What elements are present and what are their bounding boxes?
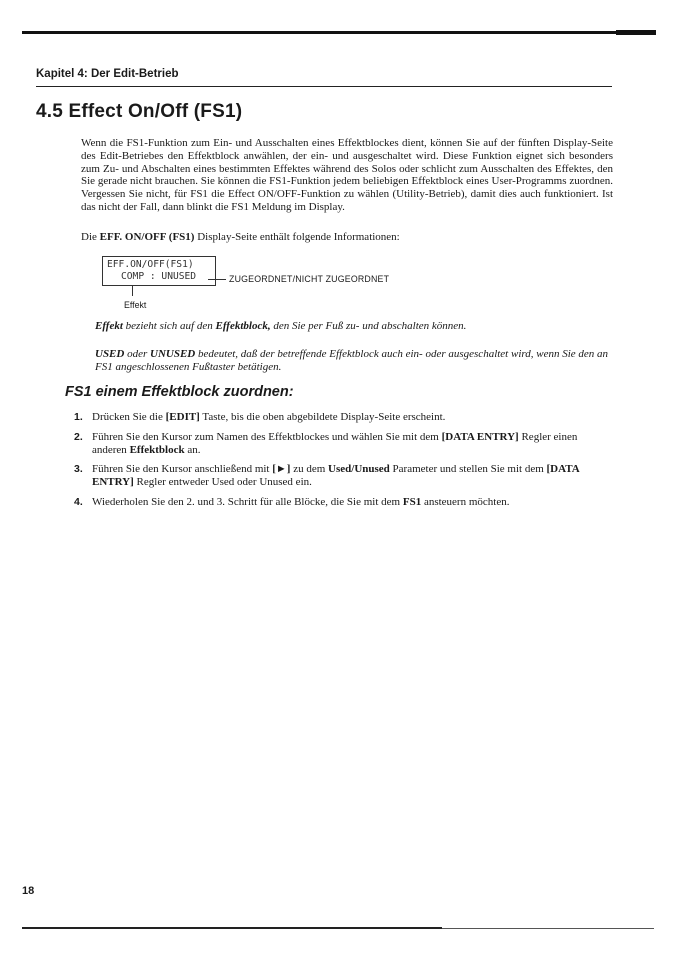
note-effekt-term: Effekt — [95, 320, 123, 332]
chapter-header: Kapitel 4: Der Edit-Betrieb — [36, 68, 179, 80]
step-text: Führen Sie den Kursor zum Namen des Effektblockes und wählen Sie mit dem — [92, 430, 439, 443]
note-effekt-tail: den Sie per Fuß zu- und abschalten können. — [273, 320, 467, 332]
steps-list — [74, 411, 612, 516]
step-text: ansteuern möchten. — [423, 495, 510, 508]
chapter-rule — [36, 86, 612, 87]
step-number: 4. — [74, 495, 83, 508]
list-item — [74, 430, 612, 457]
step-number: 2. — [74, 430, 83, 443]
step-key: [DATA ENTRY] — [441, 430, 519, 443]
display-page-name: EFF. ON/OFF (FS1) — [99, 231, 195, 243]
top-rule — [22, 31, 654, 34]
note-used-unused — [95, 348, 615, 374]
note-used-mid: oder — [127, 348, 148, 360]
display-intro-suffix: Display-Seite enthält folgende Informationen: — [197, 231, 400, 243]
step-text: Taste, bis die oben abgebildete Display-Seite erscheint. — [202, 411, 446, 423]
list-item — [74, 495, 612, 509]
step-text: Regler einen anderen — [92, 430, 578, 456]
list-item — [74, 463, 612, 489]
subsection-title: FS1 einem Effektblock zuordnen: — [65, 384, 294, 400]
step-text: Wiederholen Sie den 2. und 3. Schritt für alle Blöcke, die Sie mit dem — [92, 495, 401, 508]
step-key: Effektblock — [129, 443, 185, 456]
step-text: Führen Sie den Kursor anschließend mit — [92, 463, 270, 476]
step-text: zu dem — [293, 463, 326, 476]
note-effekt-term2: Effektblock, — [215, 320, 271, 332]
section-title: 4.5 Effect On/Off (FS1) — [36, 101, 243, 122]
list-item — [74, 411, 612, 424]
intro-paragraph: Wenn die FS1-Funktion zum Ein- und Ausschalten eines Effektblockes dient, können Sie auf der fünften Display-Seite des Edit-Betriebes den Effektblock anwählen, der ein- und ausgeschaltet wird. Diese Funktion eignet sich besonders zum Zu- und Abschalten eines bestimmten Effektes während des Solos oder schlicht zum Ausschalten des Effektes, den Sie gerade nicht brauchen. Sie können die FS1-Funktion jedem beliebigen Effektblock eines User-Programms zuordnen. Vergessen Sie nicht, für FS1 die Effect ON/OFF-Funktion zu wählen (Utility-Betrieb), damit dies auch funktioniert. Ist das nicht der Fall, dann blinkt die FS1 Meldung im Display. — [81, 137, 613, 213]
step-key: FS1 — [402, 495, 422, 508]
callout-leader-below — [132, 286, 133, 296]
step-text: Parameter und stellen Sie mit dem — [392, 463, 544, 476]
note-unused-term: UNUSED — [150, 348, 196, 360]
note-effekt-mid: bezieht sich auf den — [125, 320, 213, 332]
page-number: 18 — [22, 885, 35, 897]
note-effekt — [95, 320, 615, 333]
bottom-rule — [22, 928, 654, 929]
step-number: 1. — [74, 411, 83, 423]
callout-label-effekt: Effekt — [124, 300, 147, 310]
step-number: 3. — [74, 463, 83, 476]
lcd-display-figure — [102, 256, 216, 286]
step-key: Used/Unused — [328, 463, 390, 476]
callout-label-assigned: ZUGEORDNET/NICHT ZUGEORDNET — [229, 274, 390, 284]
step-key: [DATA ENTRY] — [92, 463, 580, 489]
callout-leader-right — [208, 279, 226, 280]
step-text: Drücken Sie die — [92, 411, 163, 423]
step-text: an. — [187, 443, 201, 456]
note-used-tail: bedeutet, daß der betreffende Effektblock auch ein- oder ausgeschaltet wird, wenn Sie den an FS1 angeschlossenen Fußtaster betätigen. — [95, 348, 609, 373]
lcd-line-2: COMP : UNUSED — [121, 271, 197, 282]
step-text: Regler entweder Used oder Unused ein. — [136, 476, 312, 489]
display-intro-prefix: Die — [81, 231, 97, 243]
note-used-term: USED — [95, 348, 125, 360]
step-key: [EDIT] — [165, 411, 200, 423]
lcd-line-1: EFF.ON/OFF(FS1) — [107, 259, 194, 270]
display-intro-paragraph — [81, 231, 613, 244]
step-key: [►] — [272, 463, 291, 476]
